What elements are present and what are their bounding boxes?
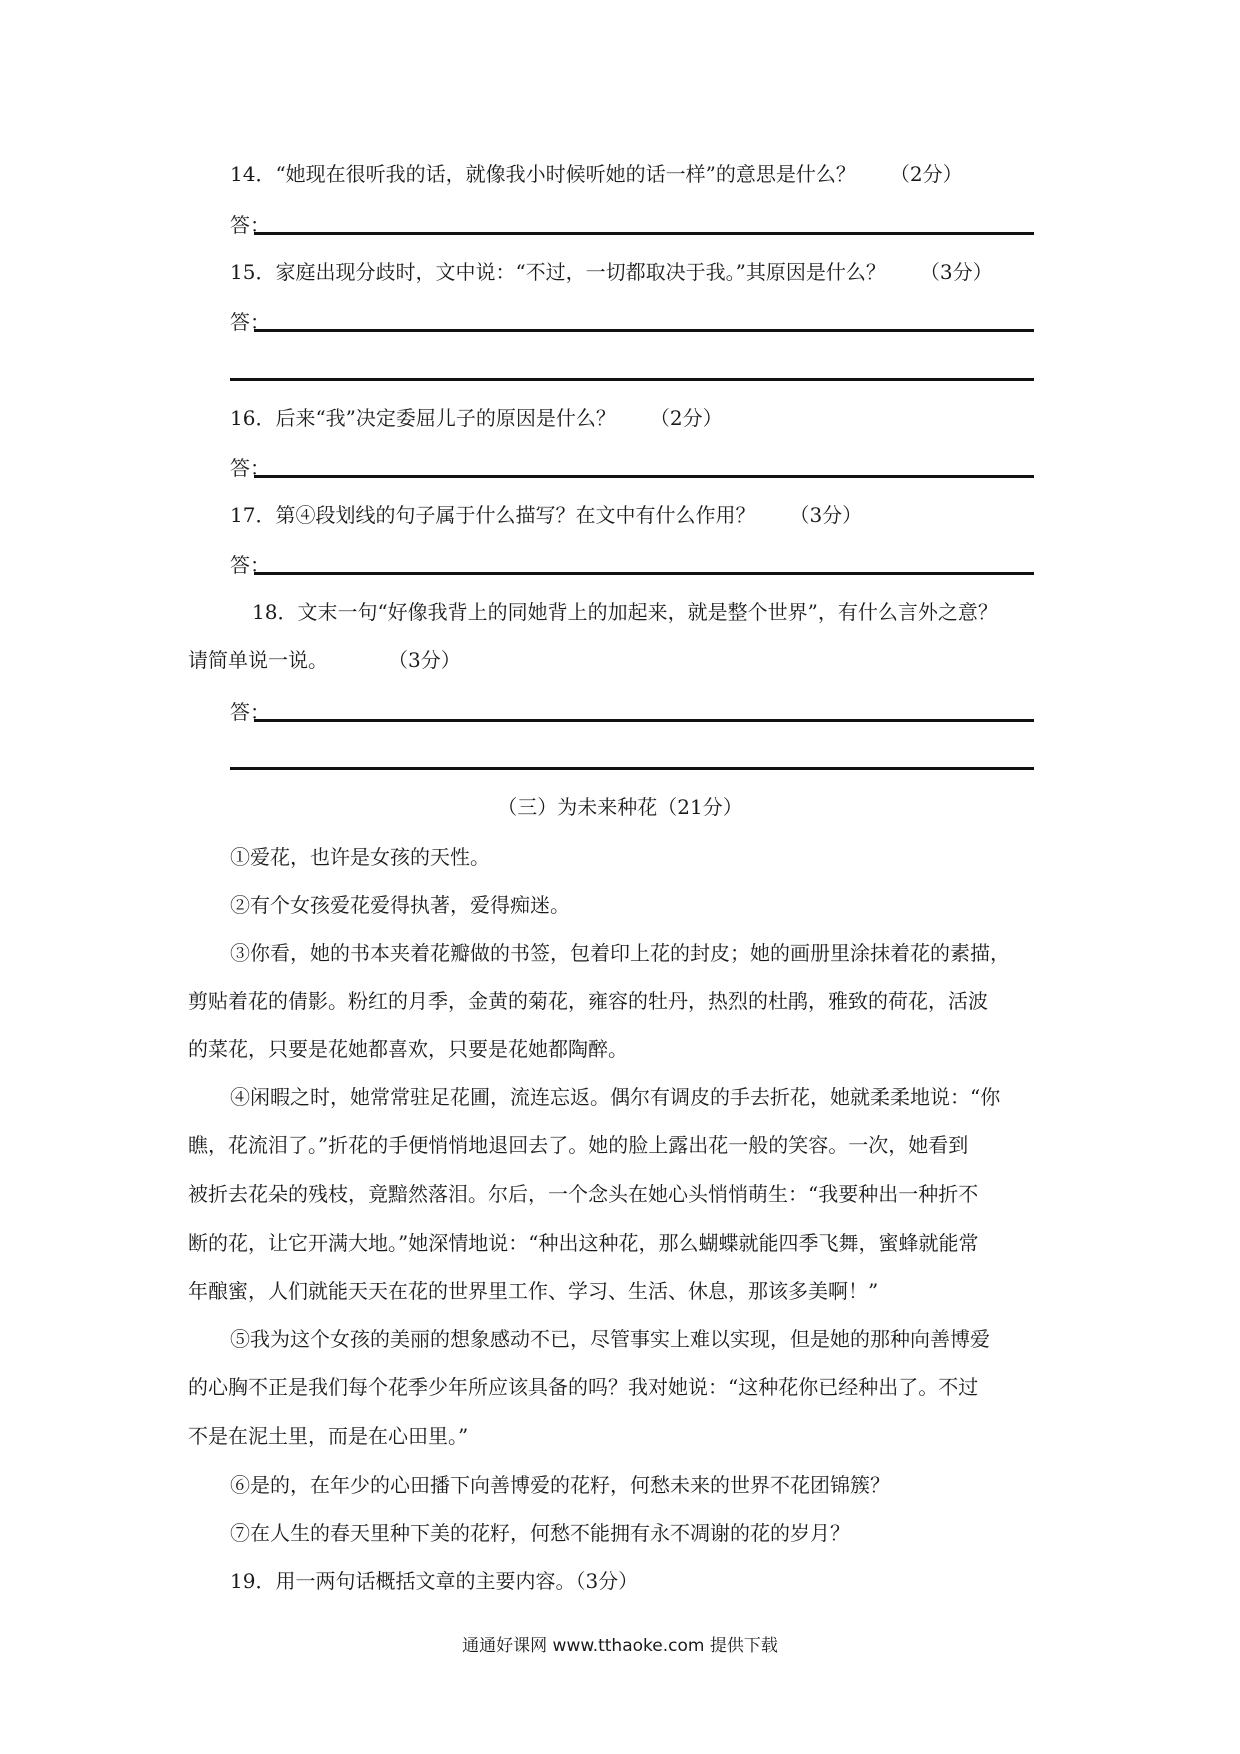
question-14-score: （2分） — [889, 162, 963, 186]
question-18-score: （3分） — [398, 648, 461, 672]
paragraph-6: ⑥是的，在年少的心田播下向善博爱的花籽，何愁未来的世界不花团锦簇？ — [230, 1473, 890, 1497]
paragraph-4-line-1: ④闲暇之时，她常常驻足花圃，流连忘返。偶尔有调皮的手去折花，她就柔柔地说：“你 — [230, 1085, 1001, 1109]
question-17-score: （3分） — [789, 503, 863, 527]
question-16 — [230, 404, 723, 432]
answer-label-17: 答： — [230, 553, 270, 577]
paragraph-4-line-4: 断的花，让它开满大地。”她深情地说：“种出这种花，那么蝴蝶就能四季飞舞，蜜蜂就能常 — [188, 1231, 979, 1255]
answer-line-16[interactable] — [254, 475, 1034, 478]
paragraph-4-line-5: 年酿蜜，人们就能天天在花的世界里工作、学习、生活、休息，那该多美啊！” — [188, 1279, 879, 1303]
question-14 — [230, 160, 963, 188]
answer-label-15: 答： — [230, 310, 270, 334]
paragraph-3-line-1: ③你看，她的书本夹着花瓣做的书签，包着印上花的封皮；她的画册里涂抹着花的素描， — [230, 941, 1010, 965]
answer-line-14[interactable] — [254, 232, 1034, 235]
paragraph-4-line-2: 瞧，花流泪了。”折花的手便悄悄地退回去了。她的脸上露出花一般的笑容。一次，她看到 — [188, 1133, 969, 1157]
answer-line-18b[interactable] — [230, 767, 1034, 770]
question-14-text: 14．“她现在很听我的话，就像我小时候听她的话一样”的意思是什么？ — [230, 162, 856, 186]
section-title: （三）为未来种花（21分） — [497, 795, 743, 819]
answer-label-16: 答： — [230, 456, 270, 480]
question-18-line-2 — [188, 646, 461, 674]
paragraph-5-line-3: 不是在泥土里，而是在心田里。” — [188, 1424, 469, 1448]
question-15-text: 15．家庭出现分歧时，文中说：“不过，一切都取决于我。”其原因是什么？ — [230, 260, 886, 284]
paragraph-5-line-2: 的心胸不正是我们每个花季少年所应该具备的吗？我对她说：“这种花你已经种出了。不过 — [188, 1375, 979, 1399]
question-15 — [230, 258, 993, 286]
answer-label-14: 答： — [230, 213, 270, 237]
question-19: 19．用一两句话概括文章的主要内容。（3分） — [230, 1569, 639, 1593]
question-18-text-2: 请简单说一说。 — [188, 648, 328, 672]
paragraph-7: ⑦在人生的春天里种下美的花籽，何愁不能拥有永不凋谢的花的岁月？ — [230, 1521, 850, 1545]
paragraph-3-line-2: 剪贴着花的倩影。粉红的月季，金黄的菊花，雍容的牡丹，热烈的杜鹃，雅致的荷花，活波 — [188, 989, 988, 1013]
answer-line-18a[interactable] — [254, 719, 1034, 722]
answer-label-18: 答： — [230, 700, 270, 724]
paragraph-3-line-3: 的菜花，只要是花她都喜欢，只要是花她都陶醉。 — [188, 1037, 628, 1061]
question-16-score: （2分） — [649, 406, 723, 430]
paragraph-2: ②有个女孩爱花爱得执著，爱得痴迷。 — [230, 893, 570, 917]
question-17-text: 17．第④段划线的句子属于什么描写？在文中有什么作用？ — [230, 503, 756, 527]
question-17 — [230, 501, 862, 529]
question-16-text: 16．后来“我”决定委屈儿子的原因是什么？ — [230, 406, 616, 430]
paragraph-1: ①爱花，也许是女孩的天性。 — [230, 845, 490, 869]
answer-line-17[interactable] — [254, 572, 1034, 575]
question-18-line-1: 18．文末一句“好像我背上的同她背上的加起来，就是整个世界”，有什么言外之意？ — [252, 600, 998, 624]
answer-line-15b[interactable] — [230, 378, 1034, 381]
answer-line-15a[interactable] — [254, 329, 1034, 332]
paragraph-5-line-1: ⑤我为这个女孩的美丽的想象感动不已，尽管事实上难以实现，但是她的那种向善博爱 — [230, 1327, 990, 1351]
paragraph-4-line-3: 被折去花朵的残枝，竟黯然落泪。尔后，一个念头在她心头悄悄萌生：“我要种出一种折不 — [188, 1182, 979, 1206]
question-15-score: （3分） — [919, 260, 993, 284]
footer-credit: 通通好课网 www.tthaoke.com 提供下载 — [462, 1636, 778, 1656]
